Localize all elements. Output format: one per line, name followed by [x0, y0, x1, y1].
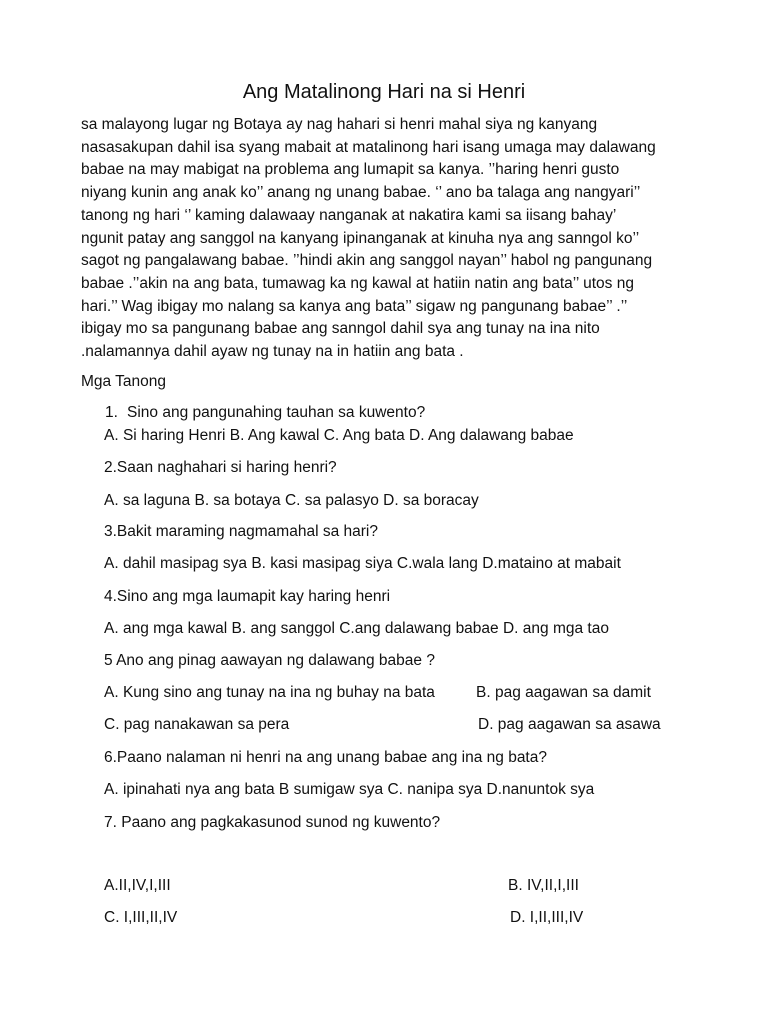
question-1-text: Sino ang pangunahing tauhan sa kuwento? [127, 404, 426, 421]
question-5-choice-b: B. pag aagawan sa damit [476, 684, 651, 701]
question-5-choice-d: D. pag aagawan sa asawa [478, 716, 661, 733]
story-line: tanong ng hari ‘’ kaming dalawaay nanganak at nakatira kami sa iisang bahay’ [81, 206, 617, 224]
question-3-text: 3.Bakit maraming nagmamahal sa hari? [104, 523, 378, 540]
question-5-text: 5 Ano ang pinag aawayan ng dalawang babae ? [104, 652, 435, 669]
question-4-text: 4.Sino ang mga laumapit kay haring henri [104, 588, 391, 605]
question-3-choices: A. dahil masipag sya B. kasi masipag siya C.wala lang D.mataino at mabait [104, 555, 621, 572]
question-1-number: 1. [105, 404, 118, 421]
question-6-text: 6.Paano nalaman ni henri na ang unang babae ang ina ng bata? [104, 749, 547, 766]
question-6-choices: A. ipinahati nya ang bata B sumigaw sya C. nanipa sya D.nanuntok sya [104, 781, 595, 798]
story-line: niyang kunin ang anak ko’’ anang ng unang babae. ‘’ ano ba talaga ang nangyari’’ [81, 184, 641, 202]
story-line: babae .’’akin na ang bata, tumawag ka ng kawal at hatiin natin ang bata’’ utos ng [81, 274, 634, 292]
story-line: ngunit patay ang sanggol na kanyang ipinanganak at kinuha nya ang sanngol ko’’ [81, 229, 640, 247]
story-line: .nalamannya dahil ayaw ng tunay na in hatiin ang bata . [81, 343, 464, 361]
story-line: sagot ng pangalawang babae. ’’hindi akin ang sanggol nayan’’ habol ng pangunang [81, 252, 653, 270]
question-5-choice-c: C. pag nanakawan sa pera [104, 716, 290, 733]
question-7-text: 7. Paano ang pagkakasunod sunod ng kuwento? [104, 814, 441, 831]
story-line: nasasakupan dahil isa syang mabait at matalinong hari isang umaga may dalawang [81, 138, 656, 156]
question-5-choice-a: A. Kung sino ang tunay na ina ng buhay na bata [104, 684, 435, 701]
question-7-choice-a: A.II,IV,I,III [104, 877, 171, 894]
story-line: hari.’’ Wag ibigay mo nalang sa kanya ang bata’’ sigaw ng pangunang babae’’ .’’ [81, 297, 628, 315]
question-4-choices: A. ang mga kawal B. ang sanggol C.ang dalawang babae D. ang mga tao [104, 620, 609, 637]
question-7-choice-d: D. I,II,III,IV [510, 909, 584, 926]
document-title: Ang Matalinong Hari na si Henri [242, 81, 526, 103]
question-7-choice-c: C. I,III,II,IV [104, 909, 178, 926]
story-paragraph [81, 114, 701, 364]
question-1-choices: A. Si haring Henri B. Ang kawal C. Ang bata D. Ang dalawang babae [104, 427, 574, 444]
question-2-text: 2.Saan naghahari si haring henri? [104, 459, 337, 476]
story-line: babae na may mabigat na problema ang lumapit sa kanya. ’’haring henri gusto [81, 161, 620, 179]
questions-heading: Mga Tanong [81, 373, 167, 390]
question-7-choice-b: B. IV,II,I,III [508, 877, 579, 894]
story-line: ibigay mo sa pangunang babae ang sanngol dahil sya ang tunay na ina nito [81, 320, 600, 338]
question-2-choices: A. sa laguna B. sa botaya C. sa palasyo D. sa boracay [104, 492, 479, 509]
story-line: sa malayong lugar ng Botaya ay nag hahari si henri mahal siya ng kanyang [81, 116, 598, 133]
